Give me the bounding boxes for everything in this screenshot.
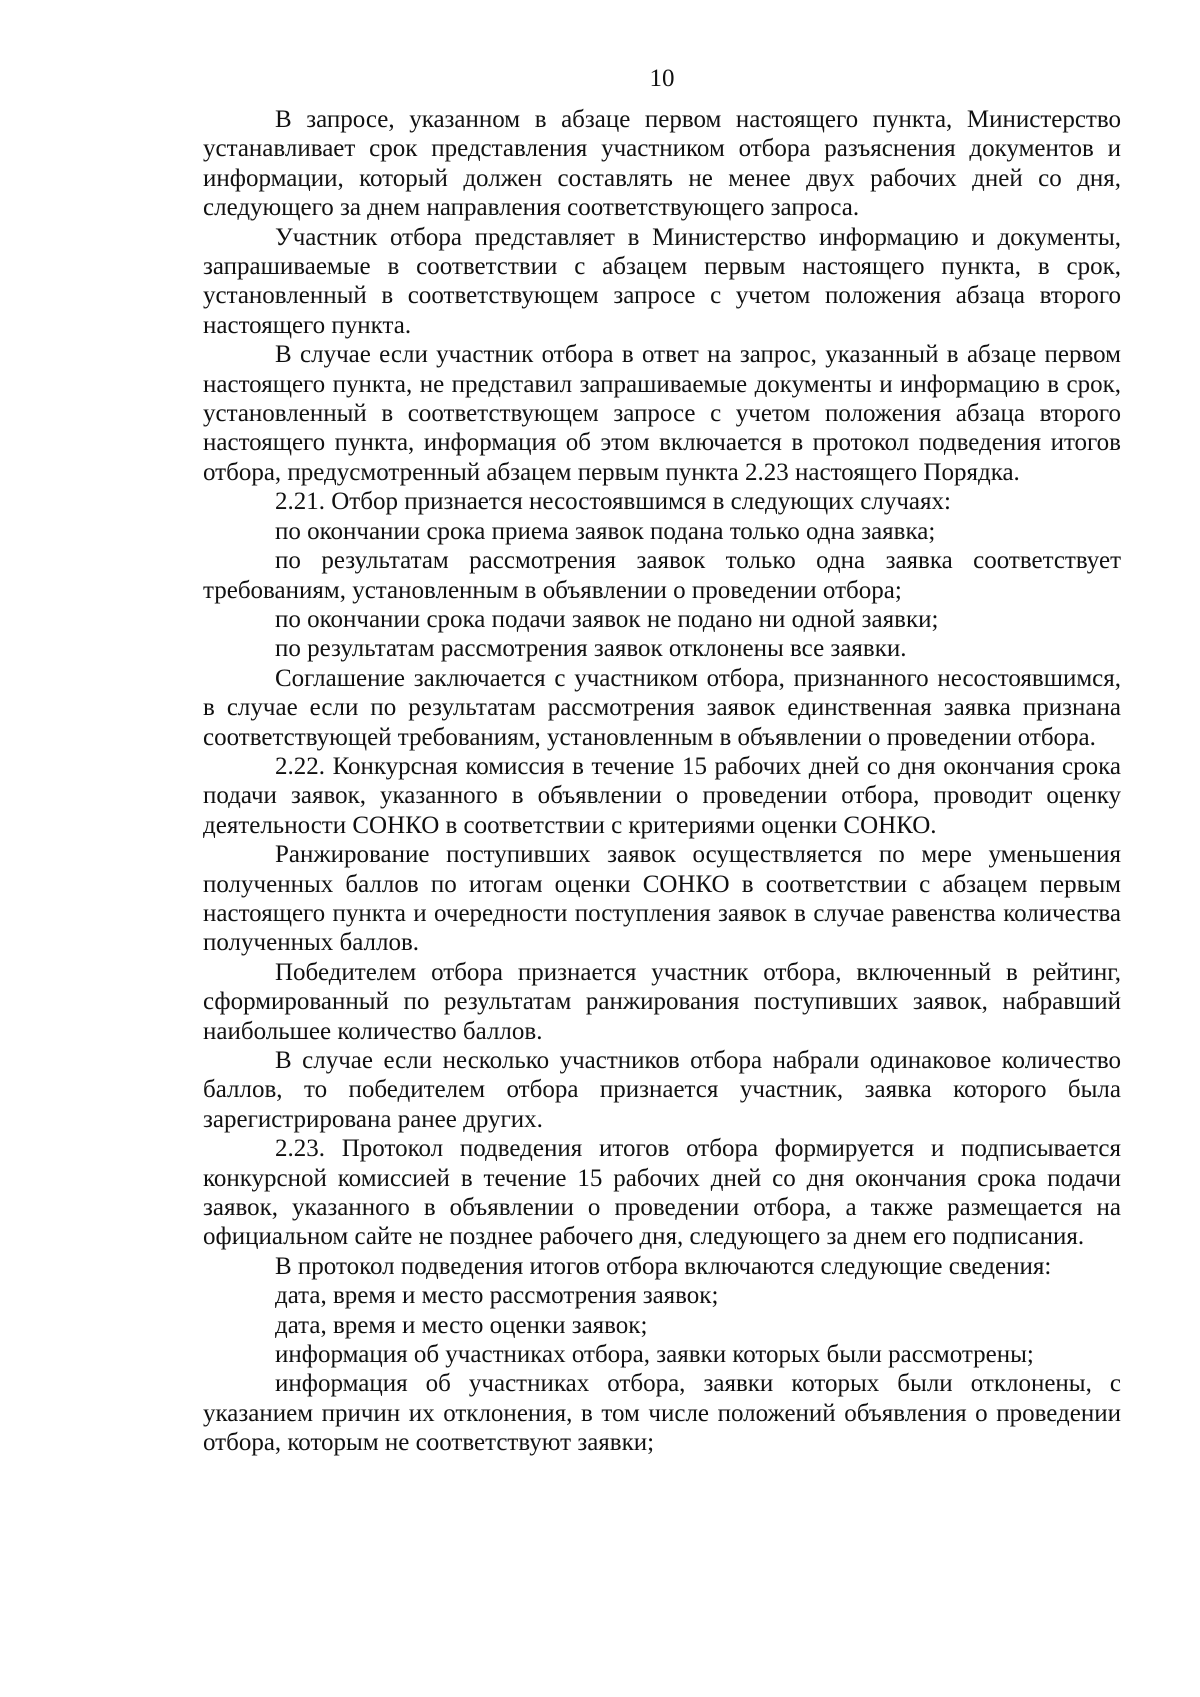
list-item-single-compliant: по результатам рассмотрения заявок только одна заявка соответствует требованиям, установленным в объявлении о проведении отбора; <box>203 547 1121 604</box>
paragraph-protocol-contents: В протокол подведения итогов отбора включаются следующие сведения: <box>275 1252 1052 1280</box>
list-item-single-application: по окончании срока приема заявок подана только одна заявка; <box>275 517 936 545</box>
list-item-no-applications: по окончании срока подачи заявок не подано ни одной заявки; <box>275 605 939 633</box>
paragraph-clause-2-22: 2.22. Конкурсная комиссия в течение 15 рабочих дней со дня окончания срока подачи заявок, указанного в объявлении о проведении отбора, проводит оценку деятельности СОНКО в соответствии с критериями оценки СОНКО. <box>203 752 1121 839</box>
paragraph-agreement: Соглашение заключается с участником отбора, признанного несостоявшимся, в случае если по результатам рассмотрения заявок единственная заявка признана соответствующей требованиям, установленным в объявлении о проведении отбора. <box>203 664 1121 751</box>
list-item-evaluation-date: дата, время и место оценки заявок; <box>275 1311 648 1339</box>
list-item-review-date: дата, время и место рассмотрения заявок; <box>275 1282 719 1310</box>
paragraph-participant-submits: Участник отбора представляет в Министерство информацию и документы, запрашиваемые в соответствии с абзацем первым настоящего пункта, в срок, установленный в соответствующем запросе с учетом положения абзаца второго настоящего пункта. <box>203 223 1121 339</box>
paragraph-winner: Победителем отбора признается участник отбора, включенный в рейтинг, сформированный по результатам ранжирования поступивших заявок, набравший наибольшее количество баллов. <box>203 958 1121 1045</box>
paragraph-clause-2-23: 2.23. Протокол подведения итогов отбора формируется и подписывается конкурсной комиссией в течение 15 рабочих дней со дня окончания срока подачи заявок, указанного в объявлении о проведении отбора, а также размещается на официальном сайте не позднее рабочего дня, следующего за днем его подписания. <box>203 1135 1121 1251</box>
paragraph-request-deadline: В запросе, указанном в абзаце первом настоящего пункта, Министерство устанавливает срок представления участником отбора разъяснения документов и информации, который должен составлять не менее двух рабочих дней со дня, следующего за днем направления соответствующего запроса. <box>203 106 1121 222</box>
list-item-all-rejected: по результатам рассмотрения заявок отклонены все заявки. <box>275 635 907 663</box>
list-item-reviewed-participants: информация об участниках отбора, заявки которых были рассмотрены; <box>275 1341 1034 1369</box>
paragraph-failure-to-submit: В случае если участник отбора в ответ на запрос, указанный в абзаце первом настоящего пункта, не представил запрашиваемые документы и информацию в срок, установленный в соответствующем запросе с учетом положения абзаца второго настоящего пункта, информация об этом включается в протокол подведения итогов отбора, предусмотренный абзацем первым пункта 2.23 настоящего Порядка. <box>203 341 1121 486</box>
paragraph-ranking: Ранжирование поступивших заявок осуществляется по мере уменьшения полученных баллов по итогам оценки СОНКО в соответствии с абзацем первым настоящего пункта и очередности поступления заявок в случае равенства количества полученных баллов. <box>203 841 1121 957</box>
page-number: 10 <box>649 65 675 92</box>
list-item-rejected-participants: информация об участниках отбора, заявки которых были отклонены, с указанием причин их отклонения, в том числе положений объявления о проведении отбора, которым не соответствуют заявки; <box>203 1370 1121 1457</box>
document-page <box>203 62 1121 1458</box>
paragraph-clause-2-21: 2.21. Отбор признается несостоявшимся в следующих случаях: <box>275 488 951 516</box>
paragraph-tie-break: В случае если несколько участников отбора набрали одинаковое количество баллов, то победителем отбора признается участник, заявка которого была зарегистрирована ранее других. <box>203 1047 1121 1133</box>
